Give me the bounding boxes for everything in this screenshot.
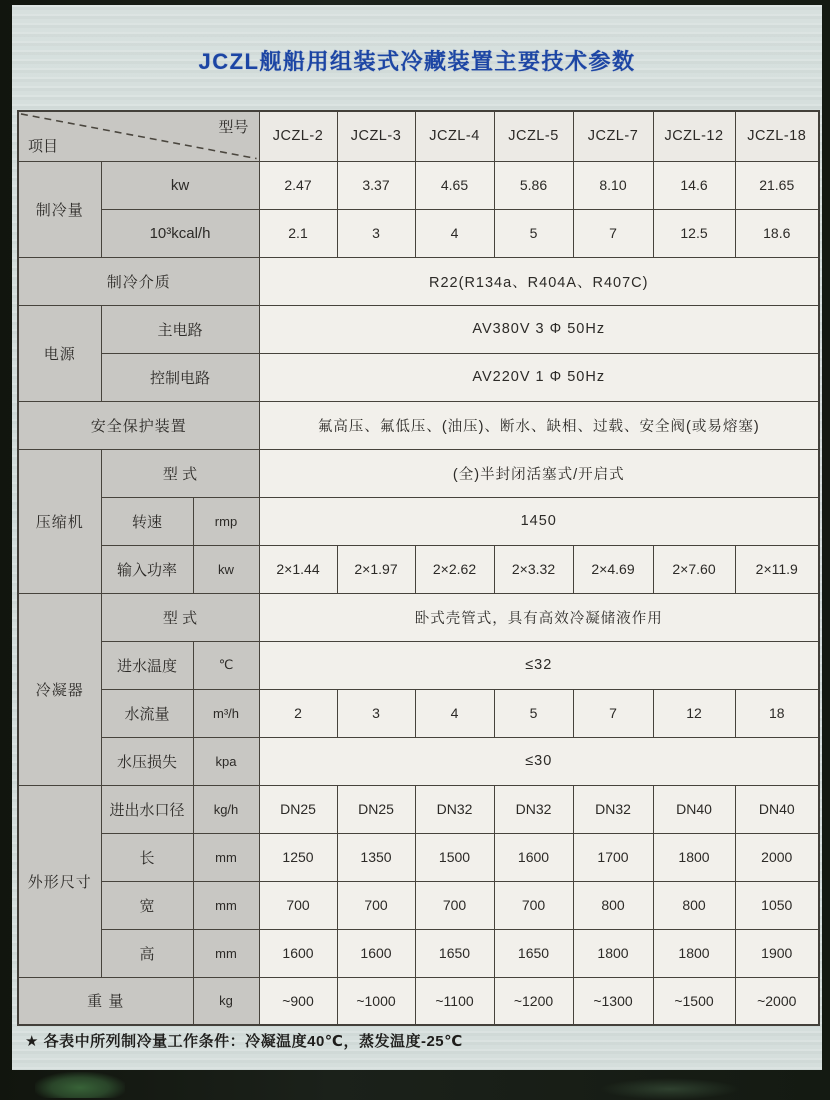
unit-label: kpa <box>193 737 259 785</box>
value-cell: 1350 <box>337 833 415 881</box>
row-label: 进出水口径 <box>101 785 193 833</box>
value-cell: 2×2.62 <box>415 545 494 593</box>
value-cell: 14.6 <box>653 161 735 209</box>
value-cell: 800 <box>653 881 735 929</box>
table-row <box>18 833 819 881</box>
value-cell: 5.86 <box>494 161 573 209</box>
value-cell: 1450 <box>259 497 819 545</box>
value-cell: 12 <box>653 689 735 737</box>
unit-label: kw <box>193 545 259 593</box>
value-cell: 1600 <box>494 833 573 881</box>
value-cell: 1050 <box>735 881 819 929</box>
row-label: 水压损失 <box>101 737 193 785</box>
value-cell: 1650 <box>494 929 573 977</box>
table-row <box>18 545 819 593</box>
scanned-page <box>12 5 822 1070</box>
value-cell: DN40 <box>653 785 735 833</box>
value-cell: 18.6 <box>735 209 819 257</box>
table-row <box>18 881 819 929</box>
value-cell: 2×7.60 <box>653 545 735 593</box>
model-header: JCZL-3 <box>337 111 415 161</box>
table-row <box>18 593 819 641</box>
item-axis-label: 项目 <box>28 137 59 155</box>
footnote: ★ 各表中所列制冷量工作条件：冷凝温度40℃，蒸发温度-25℃ <box>25 1033 463 1050</box>
row-label: 转速 <box>101 497 193 545</box>
scan-artifact <box>600 1078 740 1100</box>
value-cell: 1600 <box>259 929 337 977</box>
value-cell: 18 <box>735 689 819 737</box>
value-cell: 2000 <box>735 833 819 881</box>
unit-label: kg/h <box>193 785 259 833</box>
section-label: 冷凝器 <box>18 593 101 785</box>
row-label: 进水温度 <box>101 641 193 689</box>
value-cell: AV220V 1 Φ 50Hz <box>259 353 819 401</box>
value-cell: 1800 <box>653 833 735 881</box>
value-cell: 800 <box>573 881 653 929</box>
value-cell: 1800 <box>653 929 735 977</box>
value-cell: 4 <box>415 209 494 257</box>
value-cell: ~900 <box>259 977 337 1025</box>
page-title: JCZL舰船用组装式冷藏装置主要技术参数 <box>198 49 636 74</box>
value-cell: 1250 <box>259 833 337 881</box>
value-cell: 1700 <box>573 833 653 881</box>
model-header: JCZL-12 <box>653 111 735 161</box>
value-cell: DN25 <box>259 785 337 833</box>
corner-cell <box>18 111 259 161</box>
table-row <box>18 977 819 1025</box>
value-cell: 5 <box>494 209 573 257</box>
row-label: 宽 <box>101 881 193 929</box>
unit-label: mm <box>193 929 259 977</box>
value-cell: 700 <box>337 881 415 929</box>
unit-label: m³/h <box>193 689 259 737</box>
value-cell: ≤32 <box>259 641 819 689</box>
unit-label: rmp <box>193 497 259 545</box>
section-label: 电源 <box>18 305 101 401</box>
value-cell: 2×3.32 <box>494 545 573 593</box>
row-label: 型 式 <box>101 449 259 497</box>
section-label: 外形尺寸 <box>18 785 101 977</box>
value-cell: ~1300 <box>573 977 653 1025</box>
table-row <box>18 641 819 689</box>
value-cell: 7 <box>573 209 653 257</box>
value-cell: AV380V 3 Φ 50Hz <box>259 305 819 353</box>
value-cell: 2×1.44 <box>259 545 337 593</box>
value-cell: ~2000 <box>735 977 819 1025</box>
row-label: 水流量 <box>101 689 193 737</box>
unit-label: mm <box>193 833 259 881</box>
value-cell: 3 <box>337 209 415 257</box>
value-cell: 2.1 <box>259 209 337 257</box>
value-cell: 2×11.9 <box>735 545 819 593</box>
value-cell: 氟高压、氟低压、(油压)、断水、缺相、过载、安全阀(或易熔塞) <box>259 401 819 449</box>
unit-label: 10³kcal/h <box>101 209 259 257</box>
table-row <box>18 737 819 785</box>
value-cell: R22(R134a、R404A、R407C) <box>259 257 819 305</box>
section-label: 压缩机 <box>18 449 101 593</box>
unit-label: mm <box>193 881 259 929</box>
model-axis-label: 型号 <box>218 119 249 136</box>
value-cell: 21.65 <box>735 161 819 209</box>
table-row <box>18 689 819 737</box>
value-cell: DN25 <box>337 785 415 833</box>
value-cell: 3.37 <box>337 161 415 209</box>
table-row <box>18 497 819 545</box>
value-cell: 3 <box>337 689 415 737</box>
value-cell: 4.65 <box>415 161 494 209</box>
table-header-row <box>18 111 819 161</box>
table-row <box>18 209 819 257</box>
value-cell: (全)半封闭活塞式/开启式 <box>259 449 819 497</box>
scan-artifact <box>35 1072 125 1098</box>
table-row <box>18 929 819 977</box>
section-label: 重 量 <box>18 977 193 1025</box>
value-cell: 1900 <box>735 929 819 977</box>
model-header: JCZL-5 <box>494 111 573 161</box>
value-cell: 4 <box>415 689 494 737</box>
table-row <box>18 257 819 305</box>
model-header: JCZL-4 <box>415 111 494 161</box>
value-cell: 2 <box>259 689 337 737</box>
value-cell: 1500 <box>415 833 494 881</box>
row-label: 控制电路 <box>101 353 259 401</box>
value-cell: 5 <box>494 689 573 737</box>
value-cell: DN32 <box>573 785 653 833</box>
table-row <box>18 353 819 401</box>
value-cell: 2.47 <box>259 161 337 209</box>
value-cell: 1800 <box>573 929 653 977</box>
unit-label: kg <box>193 977 259 1025</box>
value-cell: 卧式壳管式，具有高效冷凝储液作用 <box>259 593 819 641</box>
value-cell: ~1100 <box>415 977 494 1025</box>
value-cell: DN32 <box>494 785 573 833</box>
table-row <box>18 785 819 833</box>
row-label: 输入功率 <box>101 545 193 593</box>
value-cell: ≤30 <box>259 737 819 785</box>
value-cell: 700 <box>259 881 337 929</box>
section-label: 安全保护装置 <box>18 401 259 449</box>
spec-table <box>17 110 820 1026</box>
row-label: 主电路 <box>101 305 259 353</box>
value-cell: ~1200 <box>494 977 573 1025</box>
value-cell: DN32 <box>415 785 494 833</box>
table-row <box>18 305 819 353</box>
table-row <box>18 401 819 449</box>
value-cell: 1600 <box>337 929 415 977</box>
table-row <box>18 161 819 209</box>
table-row <box>18 449 819 497</box>
row-label: 长 <box>101 833 193 881</box>
section-label: 制冷介质 <box>18 257 259 305</box>
unit-label: ℃ <box>193 641 259 689</box>
value-cell: 8.10 <box>573 161 653 209</box>
value-cell: 7 <box>573 689 653 737</box>
value-cell: 2×1.97 <box>337 545 415 593</box>
model-header: JCZL-18 <box>735 111 819 161</box>
value-cell: 12.5 <box>653 209 735 257</box>
model-header: JCZL-2 <box>259 111 337 161</box>
row-label: 高 <box>101 929 193 977</box>
value-cell: 1650 <box>415 929 494 977</box>
model-header: JCZL-7 <box>573 111 653 161</box>
value-cell: 700 <box>415 881 494 929</box>
unit-label: kw <box>101 161 259 209</box>
row-label: 型 式 <box>101 593 259 641</box>
value-cell: ~1500 <box>653 977 735 1025</box>
section-label: 制冷量 <box>18 161 101 257</box>
value-cell: DN40 <box>735 785 819 833</box>
value-cell: 2×4.69 <box>573 545 653 593</box>
value-cell: 700 <box>494 881 573 929</box>
value-cell: ~1000 <box>337 977 415 1025</box>
